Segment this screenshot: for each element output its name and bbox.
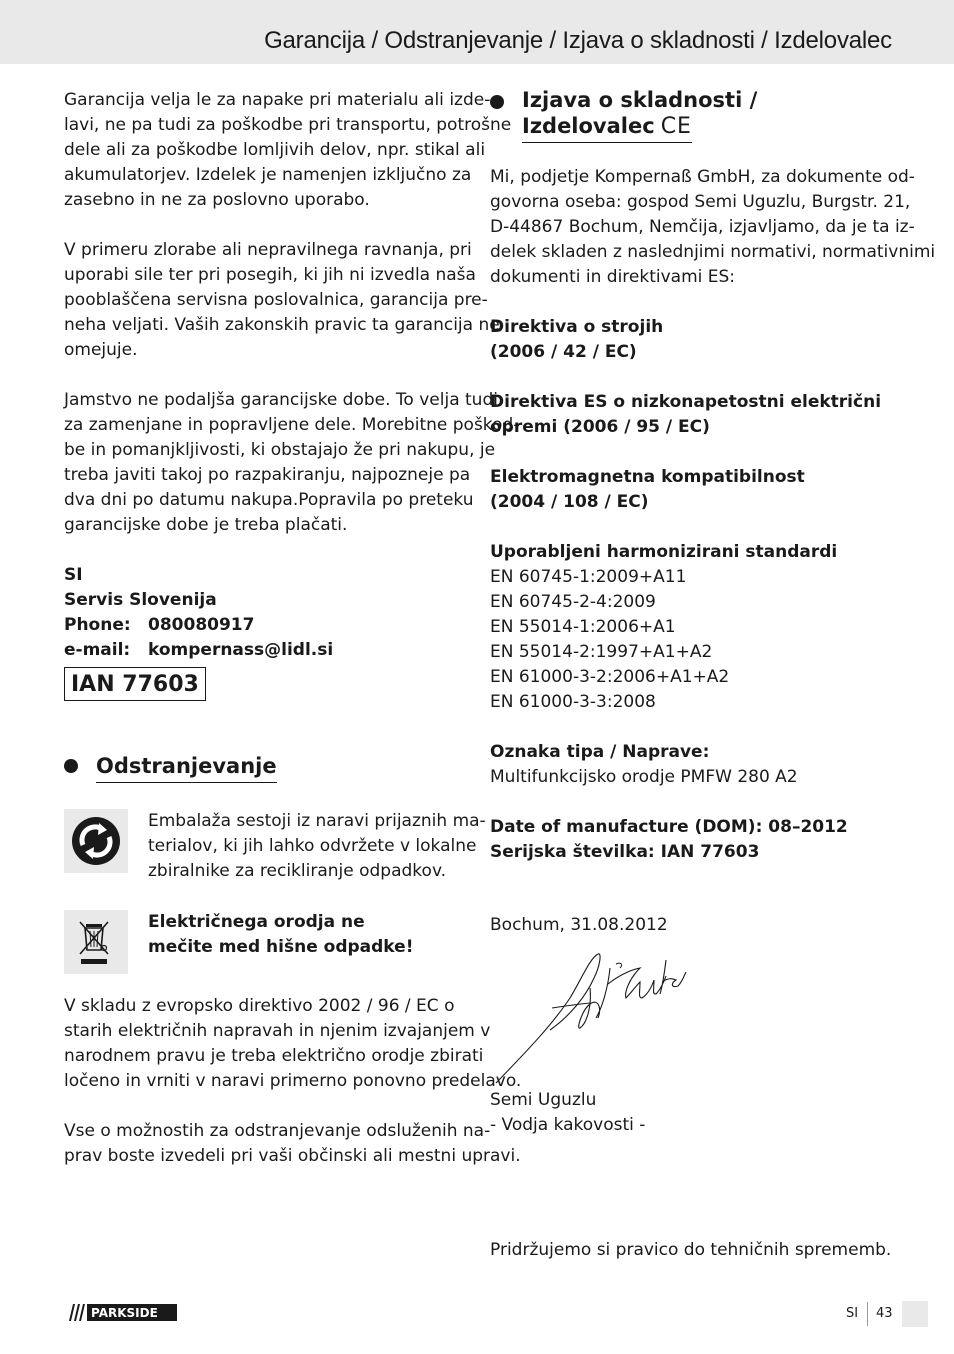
page-number: 43 <box>876 1306 893 1321</box>
directive-low-voltage <box>490 390 900 440</box>
recycle-text <box>148 807 486 884</box>
text-line: V primeru zlorabe ali nepravilnega ravnanja, pri <box>64 240 472 260</box>
type-heading: Oznaka tipa / Naprave: <box>490 742 710 762</box>
text-line: Električnega orodja ne <box>148 912 365 932</box>
ce-mark-icon: CE <box>660 114 692 139</box>
technical-disclaimer: Pridržujemo si pravico do tehničnih sprememb. <box>490 1240 892 1260</box>
text-line: dele ali za poškodbe lomljivih delov, npr. stikal ali <box>64 140 486 160</box>
text-line: D-44867 Bochum, Nemčija, izjavljamo, da je ta iz- <box>490 217 915 237</box>
page-language: SI <box>846 1306 859 1321</box>
phone-label: Phone: <box>64 615 131 635</box>
directive-emc <box>490 465 900 515</box>
text-line: starih električnih napravah in njenim izvajanjem v <box>64 1021 491 1041</box>
signer-role: - Vodja kakovosti - <box>490 1115 646 1135</box>
service-contact <box>64 563 464 663</box>
text-line: delek skladen z naslednjimi normativi, normativnimi <box>490 242 936 262</box>
text-line: EN 61000-3-2:2006+A1+A2 <box>490 667 730 687</box>
type-value: Multifunkcijsko orodje PMFW 280 A2 <box>490 767 798 787</box>
warranty-paragraph-3 <box>64 388 520 538</box>
text-line: EN 60745-1:2009+A11 <box>490 567 687 587</box>
text-line: opremi (2006 / 95 / EC) <box>490 417 710 437</box>
weee-warning <box>148 908 413 960</box>
text-line: EN 60745-2-4:2009 <box>490 592 656 612</box>
page-title: Garancija / Odstranjevanje / Izjava o skladnosti / Izdelovalec <box>264 27 892 54</box>
place-date: Bochum, 31.08.2012 <box>490 915 668 935</box>
text-line: prav boste izvedeli pri vaši občinski ali mestni upravi. <box>64 1146 521 1166</box>
bullet-icon <box>490 95 504 109</box>
text-line: (2004 / 108 / EC) <box>490 492 649 512</box>
signer-name: Semi Uguzlu <box>490 1090 597 1110</box>
contact-service: Servis Slovenija <box>64 590 217 610</box>
text-line: pooblaščena servisna poslovalnica, garancija pre- <box>64 290 488 310</box>
signature-icon <box>490 948 700 1088</box>
text-line: dva dni po datumu nakupa.Popravila po preteku <box>64 490 474 510</box>
text-line: (2006 / 42 / EC) <box>490 342 637 362</box>
declaration-heading: Izjava o skladnosti / Izdelovalec CE <box>490 88 900 143</box>
text-line: Garancija velja le za napake pri materialu ali izde- <box>64 90 491 110</box>
text-line: EN 55014-1:2006+A1 <box>490 617 676 637</box>
page-corner-box <box>902 1301 928 1327</box>
text-line: V skladu z evropsko direktivo 2002 / 96 / EC o <box>64 996 455 1016</box>
text-line: neha veljati. Vaših zakonskih pravic ta garancija ne <box>64 315 500 335</box>
serial-number: Serijska številka: IAN 77603 <box>490 842 760 862</box>
warranty-paragraph-2 <box>64 238 500 363</box>
footer-divider <box>867 1302 868 1326</box>
standards-heading: Uporabljeni harmonizirani standardi <box>490 542 838 562</box>
text-line: Direktiva o strojih <box>490 317 664 337</box>
text-line: Mi, podjetje Kompernaß GmbH, za dokumente od- <box>490 167 915 187</box>
text-line: govorna oseba: gospod Semi Uguzlu, Burgstr. 21, <box>490 192 911 212</box>
directive-machinery <box>490 315 900 365</box>
text-line: garancijske dobe je treba plačati. <box>64 515 348 535</box>
logo-stripes-icon <box>65 1304 87 1321</box>
right-column <box>490 88 936 865</box>
bullet-icon <box>64 759 78 773</box>
text-line: zasebno in ne za poslovno uporabo. <box>64 190 370 210</box>
text-line: EN 55014-2:1997+A1+A2 <box>490 642 713 662</box>
text-line: terialov, ki jih lahko odvržete v lokalne <box>148 836 477 856</box>
text-line: Jamstvo ne podaljša garancijske dobe. To velja tudi <box>64 390 498 410</box>
text-line: ločeno in vrniti v naravi primerno ponovno predelavo. <box>64 1071 522 1091</box>
standards-list <box>490 565 900 715</box>
left-column <box>64 88 522 1169</box>
text-line: uporabi sile ter pri posegih, ki jih ni izvedla naša <box>64 265 476 285</box>
text-line: mečite med hišne odpadke! <box>148 937 414 957</box>
text-line: be in pomanjkljivosti, ki obstajajo že pri nakupu, je <box>64 440 496 460</box>
crossed-bin-icon <box>64 910 128 974</box>
text-line: EN 61000-3-3:2008 <box>490 692 656 712</box>
contact-country: SI <box>64 565 83 585</box>
ian-box: IAN 77603 <box>64 667 206 701</box>
text-line: dokumenti in direktivami ES: <box>490 267 736 287</box>
text-line: lavi, ne pa tudi za poškodbe pri transportu, potrošne <box>64 115 512 135</box>
warranty-paragraph-1 <box>64 88 512 213</box>
text-line: treba javiti takoj po razpakiranju, najpozneje pa <box>64 465 471 485</box>
text-line: zbiralnike za recikliranje odpadkov. <box>148 861 447 881</box>
text-line: Embalaža sestoji iz naravi prijaznih ma- <box>148 811 486 831</box>
recycle-icon <box>64 809 128 873</box>
brand-name: PARKSIDE <box>91 1305 158 1320</box>
text-line: za zamenjane in popravljene dele. Morebitne poškod- <box>64 415 520 435</box>
declaration-intro <box>490 165 936 290</box>
text-line: omejuje. <box>64 340 138 360</box>
date-of-manufacture: Date of manufacture (DOM): 08–2012 <box>490 817 848 837</box>
text-line: narodnem pravu je treba električno orodje zbirati <box>64 1046 484 1066</box>
recycle-row <box>64 807 486 884</box>
directive-paragraph <box>64 994 522 1094</box>
phone-number: 080080917 <box>148 615 255 635</box>
text-line: akumulatorjev. Izdelek je namenjen izključno za <box>64 165 472 185</box>
weee-row <box>64 908 464 974</box>
disposal-heading: Odstranjevanje <box>64 753 464 783</box>
email-label: e-mail: <box>64 640 131 660</box>
text-line: Vse o možnostih za odstranjevanje odsluženih na- <box>64 1121 491 1141</box>
authority-paragraph <box>64 1119 521 1169</box>
email-address: kompernass@lidl.si <box>148 640 334 660</box>
text-line: Elektromagnetna kompatibilnost <box>490 467 805 487</box>
parkside-logo <box>65 1304 177 1321</box>
text-line: Direktiva ES o nizkonapetostni električni <box>490 392 882 412</box>
